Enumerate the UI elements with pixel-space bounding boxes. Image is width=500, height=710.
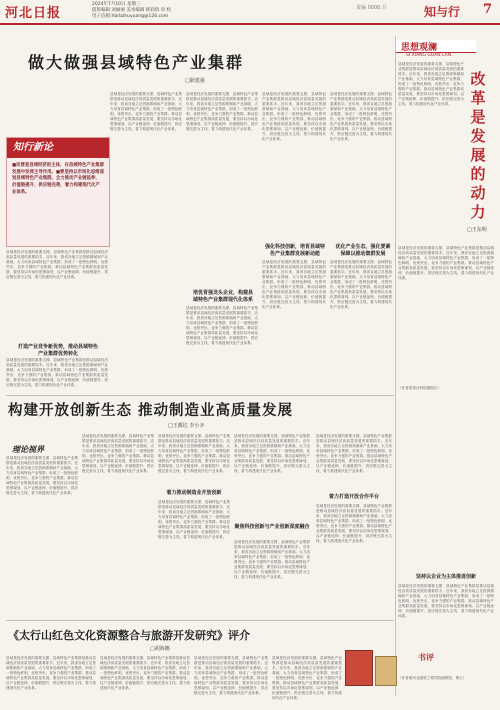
- article-column: 县域是经济发展的重要支撑，县域特色产业集群是推动县域经济高质量发展的重要抓手。近年来，我省各地立足资源禀赋和产业基础，大力培育县域特色产业集群，形成了一批特色鲜明、优势突出、竞争力强的产业集群。推动县域特色产业集群高质量发展，要坚持以市场化思维谋划，以产业链延伸、价值链提升、供应链完善为主线，着力构建现代化产业体系。: [82, 434, 154, 473]
- sidebar-title: 思想观澜: [401, 43, 438, 53]
- section-divider: [6, 395, 394, 396]
- date-line: 2024年7月10日 星期三: [92, 2, 141, 7]
- article-column: 县域是经济发展的重要支撑，县域特色产业集群是推动县域经济高质量发展的重要抓手。近年来，我省各地立足资源禀赋和产业基础，大力培育县域特色产业集群，形成了一批特色鲜明、优势突出、竞争力强的产业集群。推动县域特色产业集群高质量发展，要坚持以市场化思维谋划，以产业链延伸、价值链提升、供应链完善为主线，着力构建现代化产业体系。: [158, 500, 230, 539]
- subhead: 坚持以企业为主体推进创新: [415, 574, 476, 580]
- main-byline: □耿建强: [185, 78, 205, 84]
- subhead: 聚焦科技创新与产业创新深度融合: [234, 524, 310, 530]
- sidebar-column: 县域是经济发展的重要支撑，县域特色产业集群是推动县域经济高质量发展的重要抓手。近年来，我省各地立足资源禀赋和产业基础，大力培育县域特色产业集群，形成了一批特色鲜明、优势突出、竞争力强的产业集群。推动县域特色产业集群高质量发展，要坚持以市场化思维谋划，以产业链延伸、价值链提升、供应链完善为主线，着力构建现代化产业体系。: [398, 62, 464, 106]
- article-column: 县域是经济发展的重要支撑，县域特色产业集群是推动县域经济高质量发展的重要抓手。近年来，我省各地立足资源禀赋和产业基础，大力培育县域特色产业集群，形成了一批特色鲜明、优势突出、竞争力强的产业集群。推动县域特色产业集群高质量发展，要坚持以市场化思维谋划，以产业链延伸、价值链提升、供应链完善为主线，着力构建现代化产业体系。: [234, 540, 310, 579]
- section-tag: 责编 0000 吕: [356, 5, 387, 11]
- sidebar-byline: □王东明: [467, 227, 487, 233]
- article-column: 县域是经济发展的重要支撑，县域特色产业集群是推动县域经济高质量发展的重要抓手。近年来，我省各地立足资源禀赋和产业基础，大力培育县域特色产业集群，形成了一批特色鲜明、优势突出、竞争力强的产业集群。推动县域特色产业集群高质量发展，要坚持以市场化思维谋划，以产业链延伸、价值链提升、供应链完善为主线，着力构建现代化产业体系。: [186, 306, 258, 345]
- sidebar-note: （作者系省社科院副院长）: [398, 386, 442, 390]
- book-cover-image: [375, 656, 397, 686]
- article-column: 县域是经济发展的重要支撑，县域特色产业集群是推动县域经济高质量发展的重要抓手。近年来，我省各地立足资源禀赋和产业基础，大力培育县域特色产业集群，形成了一批特色鲜明、优势突出、竞争力强的产业集群。推动县域特色产业集群高质量发展，要坚持以市场化思维谋划，以产业链延伸、价值链提升、供应链完善为主线，着力构建现代化产业体系。: [110, 92, 182, 131]
- newspaper-logo: 河北日报: [5, 6, 62, 21]
- second-headline: 构建开放创新生态 推动制造业高质量发展: [8, 402, 294, 419]
- article-column: 县域是经济发展的重要支撑，县域特色产业集群是推动县域经济高质量发展的重要抓手。近年来，我省各地立足资源禀赋和产业基础，大力培育县域特色产业集群，形成了一批特色鲜明、优势突出、竞争力强的产业集群。推动县域特色产业集群高质量发展，要坚持以市场化思维谋划，以产业链延伸、价值链提升、供应链完善为主线，着力构建现代化产业体系。: [194, 656, 268, 695]
- subhead: 优化产业生态，强化要素保障以推动集群发展: [335, 244, 391, 257]
- article-column: 县域是经济发展的重要支撑，县域特色产业集群是推动县域经济高质量发展的重要抓手。近年来，我省各地立足资源禀赋和产业基础，大力培育县域特色产业集群，形成了一批特色鲜明、优势突出、竞争力强的产业集群。推动县域特色产业集群高质量发展，要坚持以市场化思维谋划，以产业链延伸、价值链提升、供应链完善为主线，着力构建现代化产业体系。: [6, 250, 108, 279]
- editor-line: 值班编辑 刘丽丽 美术编辑 韩润琦 审 校: [92, 8, 172, 13]
- second-byline: □王都达 李小齐: [168, 423, 205, 429]
- article-column: 县域是经济发展的重要支撑，县域特色产业集群是推动县域经济高质量发展的重要抓手。近年来，我省各地立足资源禀赋和产业基础，大力培育县域特色产业集群，形成了一批特色鲜明、优势突出、竞争力强的产业集群。推动县域特色产业集群高质量发展，要坚持以市场化思维谋划，以产业链延伸、价值链提升、供应链完善为主线，着力构建现代化产业体系。: [330, 260, 392, 309]
- header-rule: [0, 23, 500, 25]
- article-column: 县域是经济发展的重要支撑，县域特色产业集群是推动县域经济高质量发展的重要抓手。近年来，我省各地立足资源禀赋和产业基础，大力培育县域特色产业集群，形成了一批特色鲜明、优势突出、竞争力强的产业集群。推动县域特色产业集群高质量发展，要坚持以市场化思维谋划，以产业链延伸、价值链提升、供应链完善为主线，着力构建现代化产业体系。: [398, 584, 494, 618]
- book-review-label: 书评: [418, 652, 434, 662]
- sidebar-english: SI XIANG GUAN LAN: [406, 53, 452, 58]
- subhead: 培优育强龙头企业，构建县域特色产业集群现代化体系: [193, 290, 254, 303]
- theory-tag: 理论视界: [12, 444, 44, 454]
- article-column: 县域是经济发展的重要支撑，县域特色产业集群是推动县域经济高质量发展的重要抓手。近年来，我省各地立足资源禀赋和产业基础，大力培育县域特色产业集群，形成了一批特色鲜明、优势突出、竞争力强的产业集群。推动县域特色产业集群高质量发展，要坚持以市场化思维谋划，以产业链延伸、价值链提升、供应链完善为主线，着力构建现代化产业体系。: [272, 656, 342, 700]
- third-headline: 《太行山红色文化资源整合与旅游开发研究》评介: [8, 629, 250, 642]
- lead-summary: ■民营是县域经济的主体，在县域特色产业集群发展中发挥主导作用。■要坚持以市场化思维谋划县域特色产业集群，全力推动产业链延伸、价值链提升、供应链完善，着力构建现代化产业体系。: [12, 163, 104, 195]
- lead-box: [6, 137, 110, 247]
- sidebar-column: 县域是经济发展的重要支撑，县域特色产业集群是推动县域经济高质量发展的重要抓手。近年来，我省各地立足资源禀赋和产业基础，大力培育县域特色产业集群，形成了一批特色鲜明、优势突出、竞争力强的产业集群。推动县域特色产业集群高质量发展，要坚持以市场化思维谋划，以产业链延伸、价值链提升、供应链完善为主线，着力构建现代化产业体系。: [398, 246, 494, 280]
- email-line: 电子信箱:hbrbzhuyuang@126.com: [92, 14, 169, 19]
- sidebar-vertical-title: 改革是发展的动力: [470, 70, 486, 221]
- article-column: 县域是经济发展的重要支撑，县域特色产业集群是推动县域经济高质量发展的重要抓手。近年来，我省各地立足资源禀赋和产业基础，大力培育县域特色产业集群，形成了一批特色鲜明、优势突出、竞争力强的产业集群。推动县域特色产业集群高质量发展，要坚持以市场化思维谋划，以产业链延伸、价值链提升、供应链完善为主线，着力构建现代化产业体系。: [186, 92, 258, 131]
- article-column: 县域是经济发展的重要支撑，县域特色产业集群是推动县域经济高质量发展的重要抓手。近年来，我省各地立足资源禀赋和产业基础，大力培育县域特色产业集群，形成了一批特色鲜明、优势突出、竞争力强的产业集群。推动县域特色产业集群高质量发展，要坚持以市场化思维谋划，以产业链延伸、价值链提升、供应链完善为主线，着力构建现代化产业体系。: [262, 92, 326, 141]
- third-byline: □胡海娜: [150, 646, 170, 652]
- book-cover-image: [345, 650, 373, 686]
- article-column: 县域是经济发展的重要支撑，县域特色产业集群是推动县域经济高质量发展的重要抓手。近年来，我省各地立足资源禀赋和产业基础，大力培育县域特色产业集群，形成了一批特色鲜明、优势突出、竞争力强的产业集群。推动县域特色产业集群高质量发展，要坚持以市场化思维谋划，以产业链延伸、价值链提升、供应链完善为主线，着力构建现代化产业体系。: [6, 456, 78, 495]
- article-column: 县域是经济发展的重要支撑，县域特色产业集群是推动县域经济高质量发展的重要抓手。近年来，我省各地立足资源禀赋和产业基础，大力培育县域特色产业集群，形成了一批特色鲜明、优势突出、竞争力强的产业集群。推动县域特色产业集群高质量发展，要坚持以市场化思维谋划，以产业链延伸、价值链提升、供应链完善为主线，着力构建现代化产业体系。: [100, 656, 190, 690]
- subhead: 强化科技创新，培育县域特色产业集群发展新动能: [265, 244, 326, 257]
- issue-meta: [92, 2, 171, 20]
- author-note: （作者系河北建筑工程学院副教授、博士）: [398, 676, 467, 680]
- section-title: 知与行: [423, 5, 460, 19]
- article-column: 县域是经济发展的重要支撑，县域特色产业集群是推动县域经济高质量发展的重要抓手。近年来，我省各地立足资源禀赋和产业基础，大力培育县域特色产业集群，形成了一批特色鲜明、优势突出、竞争力强的产业集群。推动县域特色产业集群高质量发展，要坚持以市场化思维谋划，以产业链延伸、价值链提升、供应链完善为主线，着力构建现代化产业体系。: [158, 434, 230, 473]
- lead-banner: 知行新论: [7, 138, 109, 158]
- subhead: 着力打造开放合作平台: [328, 494, 379, 500]
- section-divider: [6, 620, 394, 621]
- main-headline: 做大做强县域特色产业集群: [28, 53, 245, 72]
- article-column: 县域是经济发展的重要支撑，县域特色产业集群是推动县域经济高质量发展的重要抓手。近年来，我省各地立足资源禀赋和产业基础，大力培育县域特色产业集群，形成了一批特色鲜明、优势突出、竞争力强的产业集群。推动县域特色产业集群高质量发展，要坚持以市场化思维谋划，以产业链延伸、价值链提升、供应链完善为主线，着力构建现代化产业体系。: [262, 260, 326, 309]
- subhead: 打造产业竞争新优势，推动县域特色产业集群优势转化: [18, 344, 99, 357]
- article-column: 县域是经济发展的重要支撑，县域特色产业集群是推动县域经济高质量发展的重要抓手。近年来，我省各地立足资源禀赋和产业基础，大力培育县域特色产业集群，形成了一批特色鲜明、优势突出、竞争力强的产业集群。推动县域特色产业集群高质量发展，要坚持以市场化思维谋划，以产业链延伸、价值链提升、供应链完善为主线，着力构建现代化产业体系。: [316, 434, 392, 473]
- article-column: 县域是经济发展的重要支撑，县域特色产业集群是推动县域经济高质量发展的重要抓手。近年来，我省各地立足资源禀赋和产业基础，大力培育县域特色产业集群，形成了一批特色鲜明、优势突出、竞争力强的产业集群。推动县域特色产业集群高质量发展，要坚持以市场化思维谋划，以产业链延伸、价值链提升、供应链完善为主线，着力构建现代化产业体系。: [6, 656, 96, 690]
- article-column: 县域是经济发展的重要支撑，县域特色产业集群是推动县域经济高质量发展的重要抓手。近年来，我省各地立足资源禀赋和产业基础，大力培育县域特色产业集群，形成了一批特色鲜明、优势突出、竞争力强的产业集群。推动县域特色产业集群高质量发展，要坚持以市场化思维谋划，以产业链延伸、价值链提升、供应链完善为主线，着力构建现代化产业体系。: [234, 434, 310, 473]
- article-column: 县域是经济发展的重要支撑，县域特色产业集群是推动县域经济高质量发展的重要抓手。近年来，我省各地立足资源禀赋和产业基础，大力培育县域特色产业集群，形成了一批特色鲜明、优势突出、竞争力强的产业集群。推动县域特色产业集群高质量发展，要坚持以市场化思维谋划，以产业链延伸、价值链提升、供应链完善为主线，着力构建现代化产业体系。: [6, 358, 108, 387]
- article-column: 县域是经济发展的重要支撑，县域特色产业集群是推动县域经济高质量发展的重要抓手。近年来，我省各地立足资源禀赋和产业基础，大力培育县域特色产业集群，形成了一批特色鲜明、优势突出、竞争力强的产业集群。推动县域特色产业集群高质量发展，要坚持以市场化思维谋划，以产业链延伸、价值链提升、供应链完善为主线，着力构建现代化产业体系。: [316, 504, 392, 543]
- page-number: 7: [482, 2, 492, 17]
- article-column: 县域是经济发展的重要支撑，县域特色产业集群是推动县域经济高质量发展的重要抓手。近年来，我省各地立足资源禀赋和产业基础，大力培育县域特色产业集群，形成了一批特色鲜明、优势突出、竞争力强的产业集群。推动县域特色产业集群高质量发展，要坚持以市场化思维谋划，以产业链延伸、价值链提升、供应链完善为主线，着力构建现代化产业体系。: [330, 92, 392, 141]
- column-divider: [395, 36, 396, 696]
- subhead: 着力推动制造业开放创新: [166, 490, 222, 496]
